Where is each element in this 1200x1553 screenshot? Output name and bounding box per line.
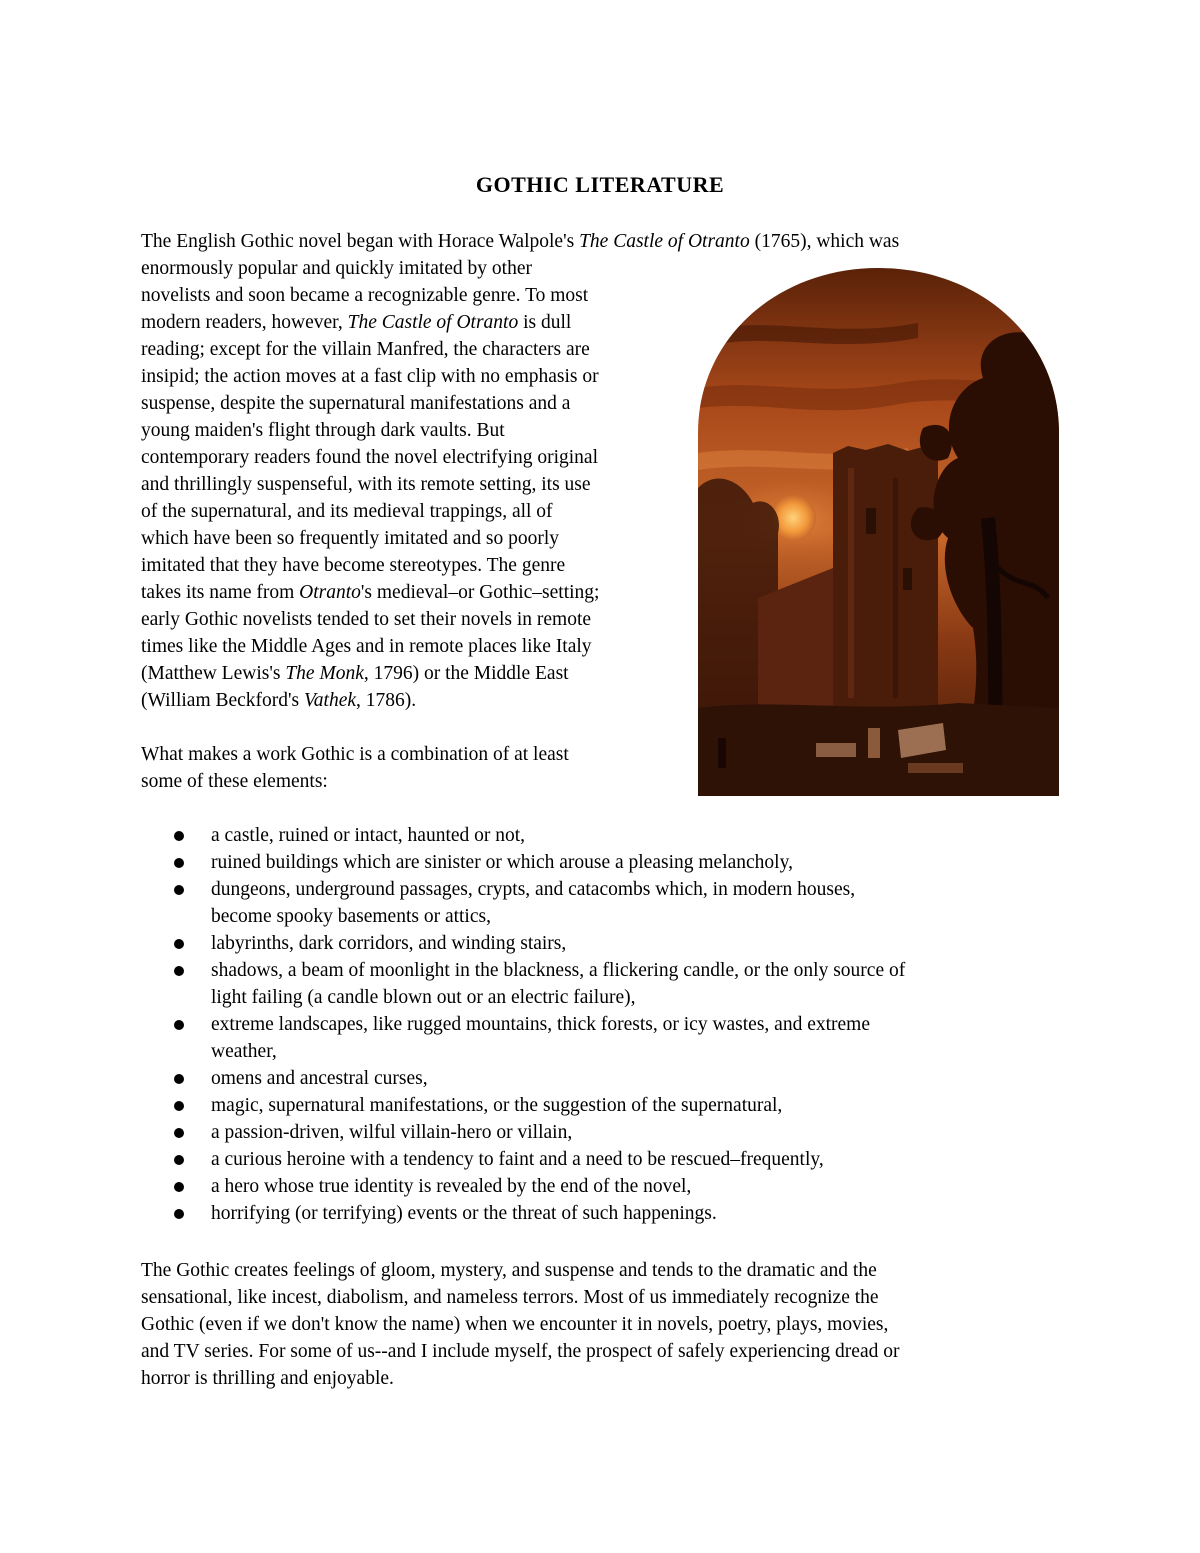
list-item: a curious heroine with a tendency to faint and a need to be rescued–frequently, xyxy=(211,1149,824,1170)
book-title: The Monk xyxy=(285,663,364,684)
page-title: GOTHIC LITERATURE xyxy=(475,172,725,197)
bullet-icon xyxy=(174,966,184,976)
bullet-icon xyxy=(174,858,184,868)
bullet-icon xyxy=(174,1209,184,1219)
list-item: magic, supernatural manifestations, or the suggestion of the supernatural, xyxy=(211,1095,783,1116)
intro-line: enormously popular and quickly imitated by other xyxy=(141,258,532,279)
book-title: The Castle of Otranto xyxy=(347,312,519,333)
closing-line: The Gothic creates feelings of gloom, mystery, and suspense and tends to the dramatic and the xyxy=(141,1260,877,1281)
list-item: a passion-driven, wilful villain-hero or villain, xyxy=(211,1122,573,1143)
bullet-icon xyxy=(174,885,184,895)
intro-line: (William Beckford's Vathek, 1786). xyxy=(141,690,417,711)
closing-line: and TV series. For some of us--and I include myself, the prospect of safely experiencing dread or xyxy=(141,1341,900,1362)
bullet-icon xyxy=(174,1155,184,1165)
list-item: shadows, a beam of moonlight in the blackness, a flickering candle, or the only source of xyxy=(211,960,906,981)
closing-line: sensational, like incest, diabolism, and nameless terrors. Most of us immediately recognize the xyxy=(141,1287,879,1308)
list-item: omens and ancestral curses, xyxy=(211,1068,428,1089)
list-item: extreme landscapes, like rugged mountains, thick forests, or icy wastes, and extreme xyxy=(211,1014,871,1035)
bullet-icon xyxy=(174,1074,184,1084)
closing-line: horror is thrilling and enjoyable. xyxy=(141,1368,394,1389)
closing-line: Gothic (even if we don't know the name) when we encounter it in novels, poetry, plays, movies, xyxy=(141,1314,889,1335)
list-item: horrifying (or terrifying) events or the threat of such happenings. xyxy=(211,1203,717,1224)
bullet-icon xyxy=(174,1101,184,1111)
intro-line: and thrillingly suspenseful, with its remote setting, its use xyxy=(141,474,591,495)
intro-line: which have been so frequently imitated and so poorly xyxy=(141,528,560,549)
intro-line: young maiden's flight through dark vaults. But xyxy=(141,420,505,441)
intro-line: early Gothic novelists tended to set their novels in remote xyxy=(141,609,592,630)
elements-intro-line: some of these elements: xyxy=(141,771,328,792)
intro-line: insipid; the action moves at a fast clip with no emphasis or xyxy=(141,366,599,387)
list-item: dungeons, underground passages, crypts, and catacombs which, in modern houses, xyxy=(211,879,856,900)
intro-line: imitated that they have become stereotypes. The genre xyxy=(141,555,566,576)
intro-line: The English Gothic novel began with Horace Walpole's The Castle of Otranto (1765), which was xyxy=(141,231,900,252)
bullet-icon xyxy=(174,1128,184,1138)
list-item-continuation: weather, xyxy=(211,1041,277,1062)
bullet-icon xyxy=(174,831,184,841)
list-item: a hero whose true identity is revealed by the end of the novel, xyxy=(211,1176,692,1197)
book-title: Vathek xyxy=(304,690,357,711)
intro-line: novelists and soon became a recognizable genre. To most xyxy=(141,285,589,306)
elements-intro-line: What makes a work Gothic is a combination of at least xyxy=(141,744,569,765)
intro-line: modern readers, however, The Castle of Otranto is dull xyxy=(141,312,572,333)
intro-line: takes its name from Otranto's medieval–or Gothic–setting; xyxy=(141,582,600,603)
intro-line: contemporary readers found the novel electrifying original xyxy=(141,447,598,468)
list-item-continuation: become spooky basements or attics, xyxy=(211,906,491,927)
list-item: a castle, ruined or intact, haunted or not, xyxy=(211,825,526,846)
list-item: labyrinths, dark corridors, and winding stairs, xyxy=(211,933,567,954)
intro-line: of the supernatural, and its medieval trappings, all of xyxy=(141,501,553,522)
bullet-icon xyxy=(174,939,184,949)
intro-line: times like the Middle Ages and in remote places like Italy xyxy=(141,636,592,657)
book-title: Otranto xyxy=(299,582,361,603)
list-item: ruined buildings which are sinister or which arouse a pleasing melancholy, xyxy=(211,852,793,873)
list-item-continuation: light failing (a candle blown out or an electric failure), xyxy=(211,987,636,1008)
intro-line: reading; except for the villain Manfred, the characters are xyxy=(141,339,590,360)
book-title: The Castle of Otranto xyxy=(579,231,750,252)
bullet-icon xyxy=(174,1020,184,1030)
intro-line: suspense, despite the supernatural manifestations and a xyxy=(141,393,571,414)
gothic-castle-illustration xyxy=(698,268,1059,796)
intro-line: (Matthew Lewis's The Monk, 1796) or the Middle East xyxy=(141,663,569,684)
bullet-icon xyxy=(174,1182,184,1192)
